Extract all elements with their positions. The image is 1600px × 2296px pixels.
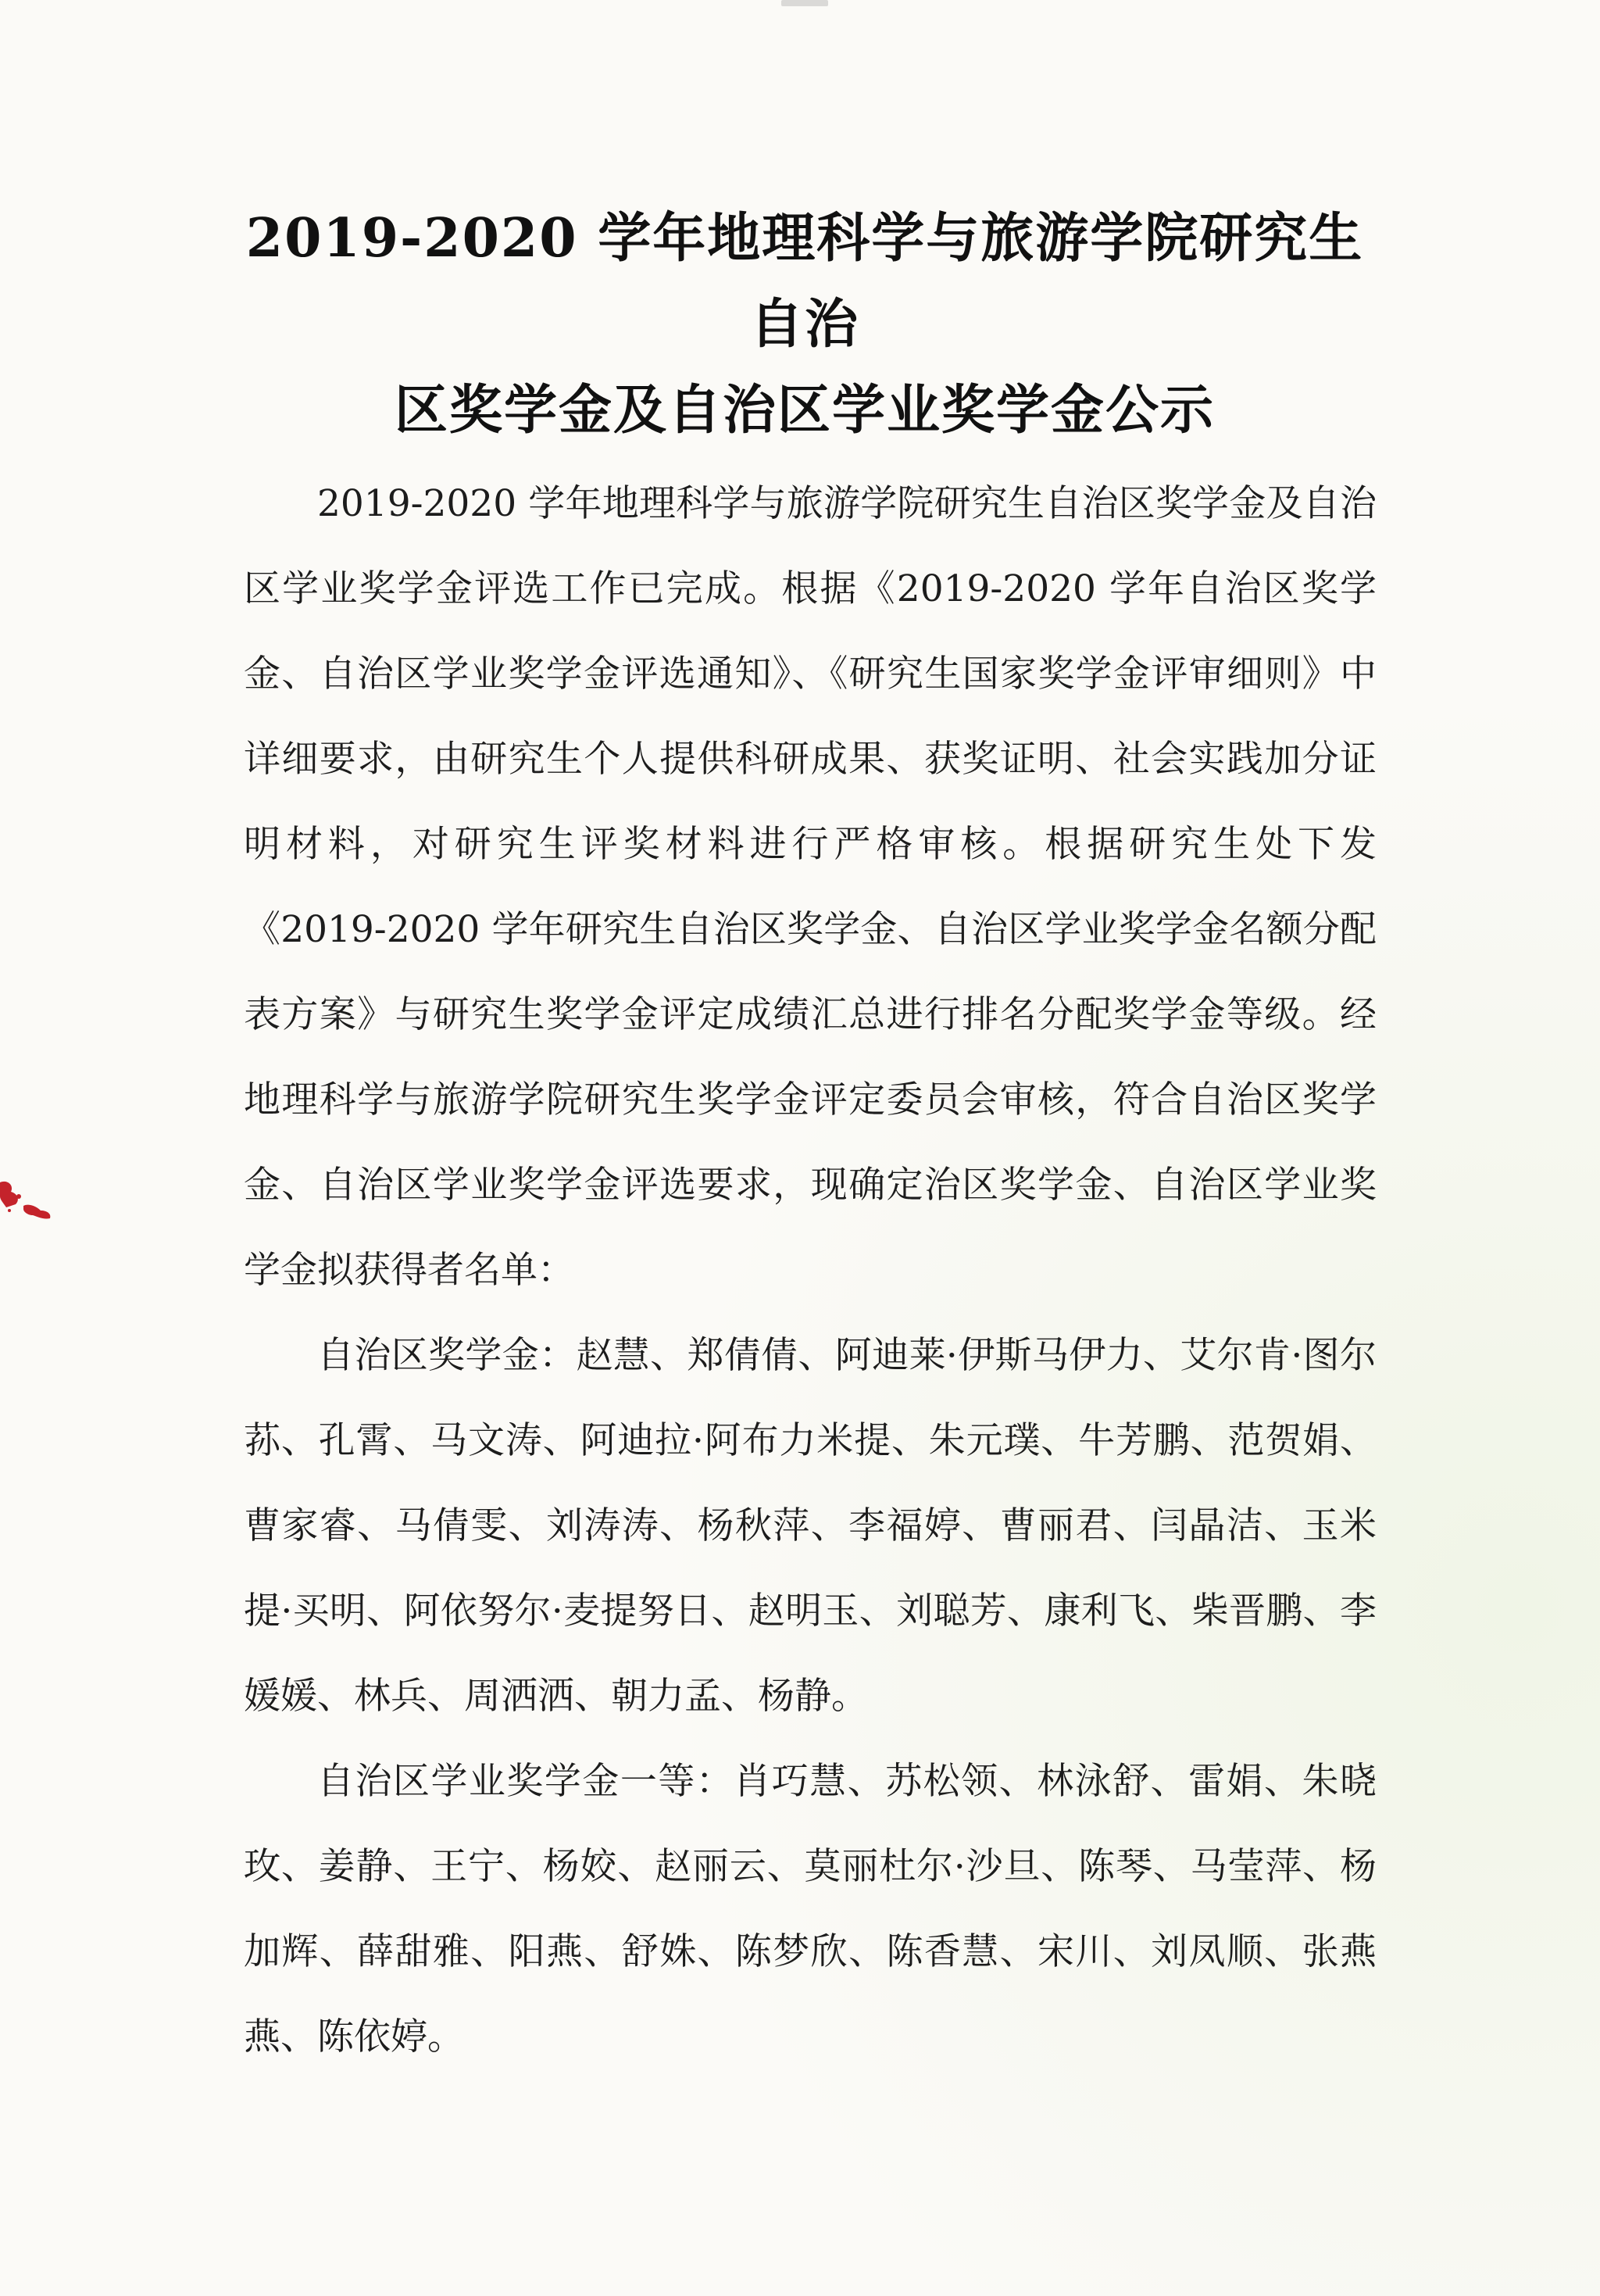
title-line-1: 2019-2020 学年地理科学与旅游学院研究生自治 bbox=[245, 207, 1364, 356]
intro-paragraph: 2019-2020 学年地理科学与旅游学院研究生自治区奖学金及自治区学业奖学金评选工作已完成。根据《2019-2020 学年自治区奖学金、自治区学业奖学金评选通知》、《研究生国家奖学金评审细则》中详细要求，由研究生个人提供科研成果、获奖证明、社会实践加分证明材料，对研究生评奖材料进行严格审核。根据研究生处下发《2019-2020 学年研究生自治区奖学金、自治区学业奖学金名额分配表方案》与研究生奖学金评定成绩汇总进行排名分配奖学金等级。经地理科学与旅游学院研究生奖学金评定委员会审核，符合自治区奖学金、自治区学业奖学金评选要求，现确定治区奖学金、自治区学业奖学金拟获得者名单： bbox=[244, 482, 1377, 1292]
regional-scholarship-list: 自治区奖学金：赵慧、郑倩倩、阿迪莱·伊斯马伊力、艾尔肯·图尔荪、孔霄、马文涛、阿迪拉·阿布力米提、朱元璞、牛芳鹏、范贺娟、曹家睿、马倩雯、刘涛涛、杨秋萍、李福婷、曹丽君、闫晶洁、玉米提·买明、阿依努尔·麦提努日、赵明玉、刘聪芳、康利飞、柴晋鹏、李媛媛、林兵、周洒洒、朝力孟、杨静。 bbox=[244, 1334, 1377, 1718]
red-seal-fragment bbox=[0, 1176, 55, 1262]
scan-mark bbox=[781, 0, 828, 6]
title-line-2: 区奖学金及自治区学业奖学金公示 bbox=[394, 379, 1215, 442]
document-body bbox=[244, 461, 1377, 2080]
academic-first-class-list: 自治区学业奖学金一等：肖巧慧、苏松领、林泳舒、雷娟、朱晓玫、姜静、王宁、杨姣、赵丽云、莫丽杜尔·沙旦、陈琴、马莹萍、杨加辉、薛甜雅、阳燕、舒姝、陈梦欣、陈香慧、宋川、刘凤顺、张燕燕、陈依婷。 bbox=[244, 1760, 1377, 2058]
document-title bbox=[234, 195, 1375, 453]
